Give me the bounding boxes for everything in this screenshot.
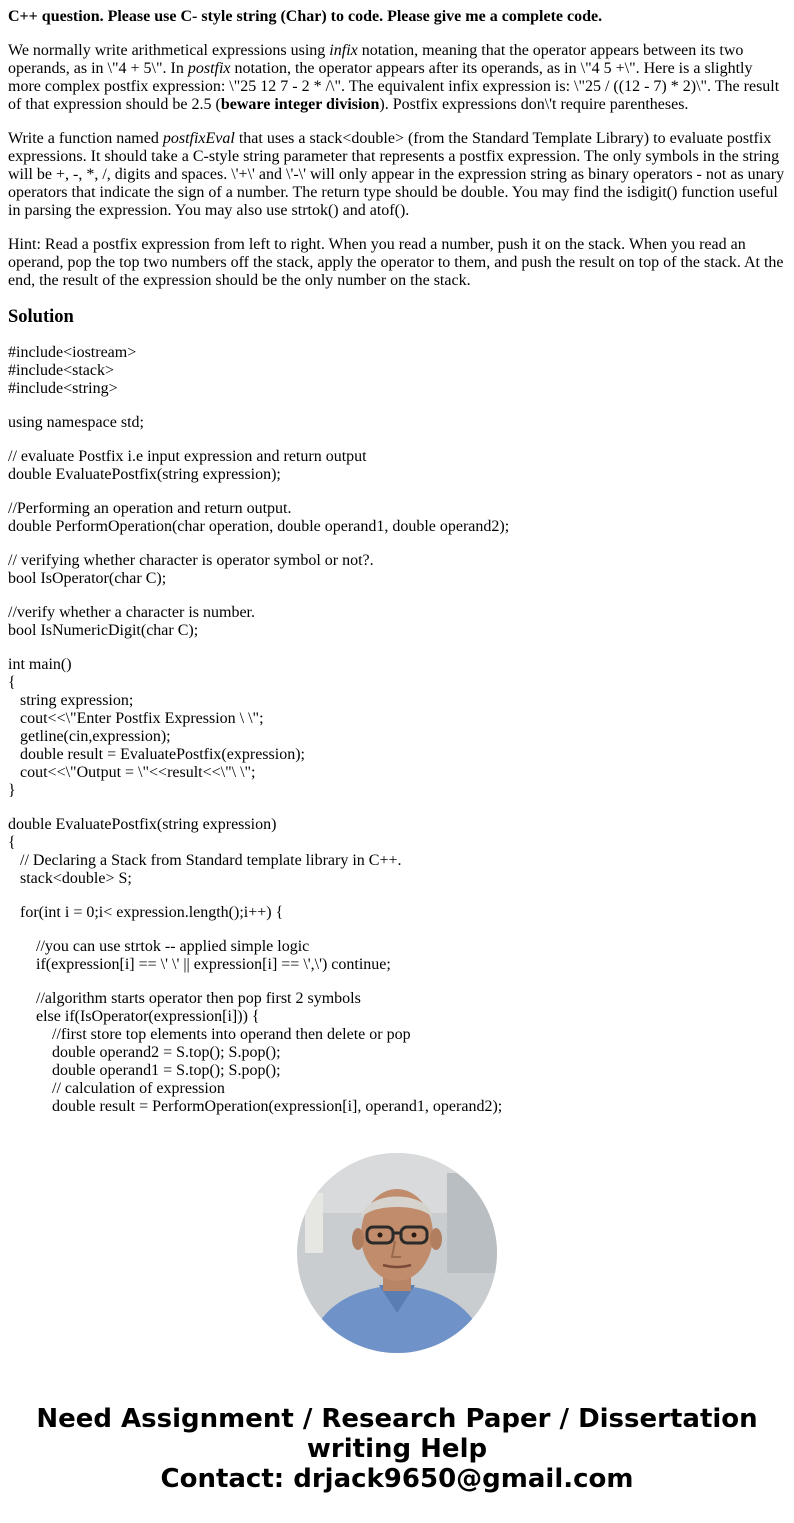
code-line: // calculation of expression [8,1080,225,1097]
code-line: bool IsOperator(char C); [8,570,167,587]
code-line: cout<<\"Output = \"<<result<<\"\ \"; [8,764,256,781]
code-block [8,448,786,484]
author-avatar [297,1153,497,1353]
code-block [8,414,786,432]
code-line: int main() [8,656,72,673]
code-line: } [8,782,16,799]
code-line: //Performing an operation and return output. [8,500,292,517]
code-block [8,938,786,974]
code-line: #include<string> [8,380,118,397]
solution-code [8,344,786,1116]
code-block [8,904,786,922]
promo-line-2: writing Help [306,1434,488,1464]
code-line: //algorithm starts operator then pop first 2 symbols [8,990,361,1007]
code-line: // evaluate Postfix i.e input expression and return output [8,448,367,465]
article [8,8,786,1132]
code-line: double EvaluatePostfix(string expression); [8,466,281,483]
code-line: if(expression[i] == \' \' || expression[i] == \',\') continue; [8,956,391,973]
code-line: string expression; [8,692,134,709]
question-paragraph-2: Write a function named postfixEval that uses a stack<double> (from the Standard Template Library) to evaluate postfix expressions. It should take a C-style string parameter that represents a postfix expression. The only symbols in the string will be +, -, *, /, digits and spaces. \'+\' and \'-\' will only appear in the expression string as binary operators - not as unary operators that indicate the sign of a number. The return type should be double. You may find the isdigit() function useful in parsing the expression. You may also use strtok() and atof(). [8,130,785,219]
code-line: double operand2 = S.top(); S.pop(); [8,1044,281,1061]
question-paragraph-1: We normally write arithmetical expressions using infix notation, meaning that the operator appears between its two operands, as in \"4 + 5\". In postfix notation, the operator appears after its operands, as in \"4 5 +\". Here is a slightly more complex postfix expression: \"25 12 7 - 2 * /\". The equivalent infix expression is: \"25 / ((12 - 7) * 2)\". The result of that expression should be 2.5 (beware integer division). Postfix expressions don\'t require parentheses. [8,42,780,113]
code-line: double result = PerformOperation(expression[i], operand1, operand2); [8,1098,503,1115]
author-photo [297,1153,497,1353]
code-block [8,816,786,888]
code-line: cout<<\"Enter Postfix Expression \ \"; [8,710,264,727]
code-block [8,990,786,1116]
code-line: //verify whether a character is number. [8,604,255,621]
promo-contact: Contact: drjack9650@gmail.com [160,1464,634,1494]
solution-heading: Solution [8,307,74,327]
code-block [8,656,786,800]
code-line: { [8,834,16,851]
code-line: #include<iostream> [8,344,137,361]
code-line: else if(IsOperator(expression[i])) { [8,1008,260,1025]
code-line: double result = EvaluatePostfix(expression); [8,746,305,763]
code-block [8,552,786,588]
code-line: { [8,674,16,691]
code-line: // Declaring a Stack from Standard template library in C++. [8,852,402,869]
code-line: double PerformOperation(char operation, double operand1, double operand2); [8,518,510,535]
code-line: using namespace std; [8,414,144,431]
code-line: for(int i = 0;i< expression.length();i++) { [8,904,284,921]
code-line: //first store top elements into operand then delete or pop [8,1026,411,1043]
code-line: bool IsNumericDigit(char C); [8,622,199,639]
code-block [8,500,786,536]
code-line: //you can use strtok -- applied simple logic [8,938,310,955]
question-hint: Hint: Read a postfix expression from left to right. When you read a number, push it on the stack. When you read an operand, pop the top two numbers off the stack, apply the operator to them, and push the result on top of the stack. At the end, the result of the expression should be the only number on the stack. [8,236,784,289]
code-line: // verifying whether character is operator symbol or not?. [8,552,374,569]
question-title: C++ question. Please use C- style string (Char) to code. Please give me a complete code. [8,8,603,25]
code-line: double operand1 = S.top(); S.pop(); [8,1062,281,1079]
code-block [8,344,786,398]
code-line: getline(cin,expression); [8,728,171,745]
code-block [8,604,786,640]
code-line: #include<stack> [8,362,115,379]
code-line: double EvaluatePostfix(string expression) [8,816,277,833]
promo-line-1: Need Assignment / Research Paper / Dissertation [36,1404,758,1434]
code-line: stack<double> S; [8,870,132,887]
promo-footer [0,1404,794,1494]
